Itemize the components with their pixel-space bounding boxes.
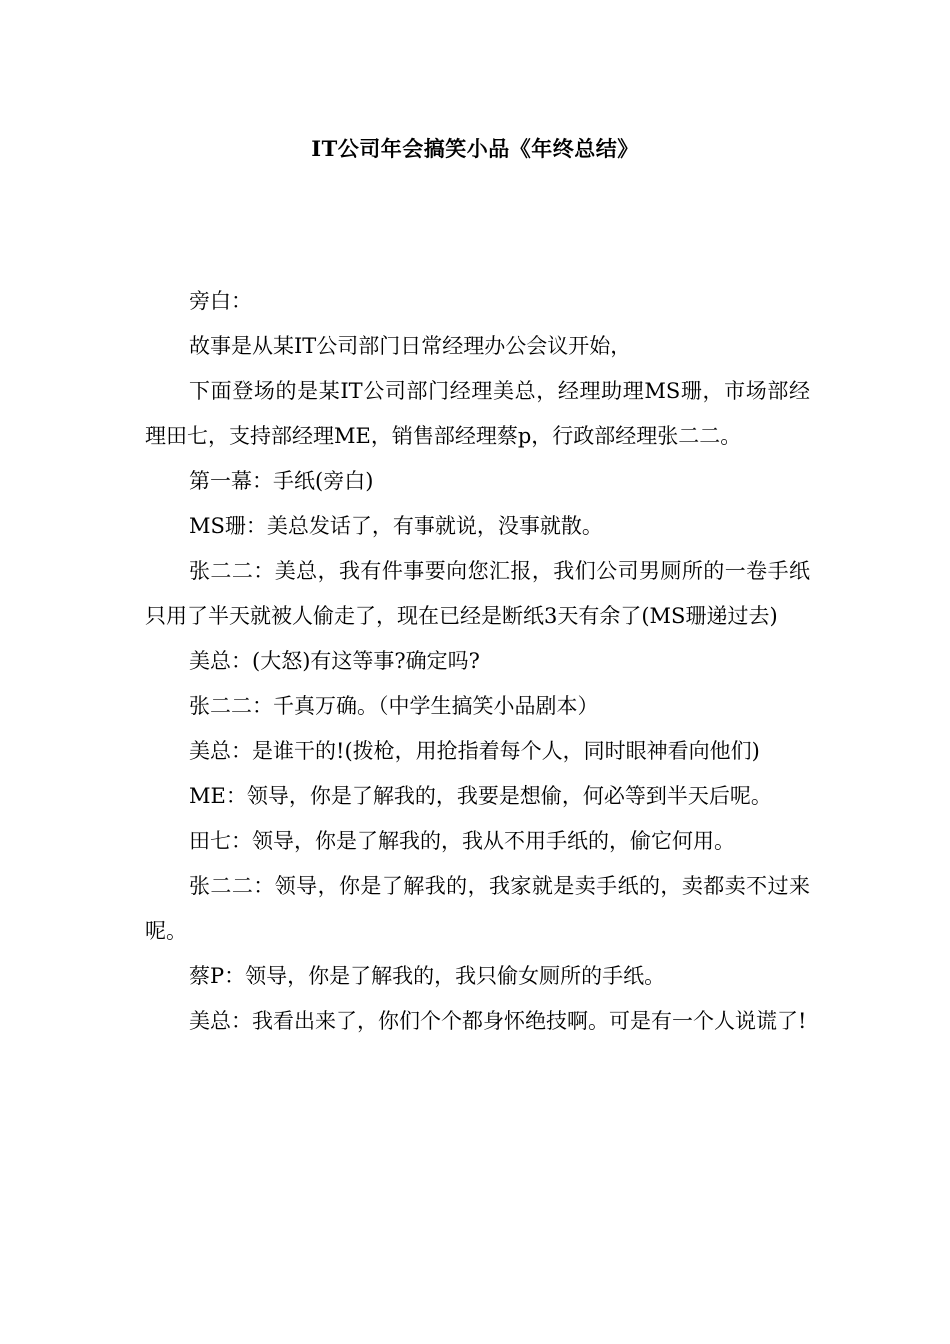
document-title: IT公司年会搞笑小品《年终总结》 <box>311 136 639 161</box>
paragraph-dialogue: 美总：是谁干的!(拨枪，用抢指着每个人，同时眼神看向他们) <box>189 739 760 763</box>
paragraph-dialogue: MS珊：美总发话了，有事就说，没事就散。 <box>189 514 603 538</box>
paragraph-dialogue: 美总：(大怒)有这等事?确定吗? <box>189 649 480 673</box>
paragraph-dialogue: 蔡P：领导，你是了解我的，我只偷女厕所的手纸。 <box>189 964 666 988</box>
paragraph-dialogue: 田七：领导，你是了解我的，我从不用手纸的，偷它何用。 <box>189 829 735 853</box>
paragraph-cast-list: 下面登场的是某IT公司部门经理美总，经理助理MS珊，市场部经理田七，支持部经理ME，销售部经理蔡p，行政部经理张二二。 <box>145 379 810 448</box>
paragraph-act-one-heading: 第一幕：手纸(旁白) <box>189 469 374 493</box>
paragraph-dialogue: 张二二：美总，我有件事要向您汇报，我们公司男厕所的一卷手纸只用了半天就被人偷走了，现在已经是断纸3天有余了(MS珊递过去) <box>145 559 810 628</box>
paragraph-dialogue: ME：领导，你是了解我的，我要是想偷，何必等到半天后呢。 <box>189 784 772 808</box>
paragraph-dialogue: 张二二：千真万确。（中学生搞笑小品剧本） <box>189 694 599 718</box>
paragraph-dialogue: 美总：我看出来了，你们个个都身怀绝技啊。可是有一个人说谎了! <box>189 1009 807 1033</box>
paragraph-dialogue: 张二二：领导，你是了解我的，我家就是卖手纸的，卖都卖不过来呢。 <box>145 874 810 943</box>
paragraph-story-intro: 故事是从某IT公司部门日常经理办公会议开始， <box>189 334 632 358</box>
paragraph-narration-label: 旁白： <box>189 289 252 313</box>
document-body <box>145 279 810 1044</box>
